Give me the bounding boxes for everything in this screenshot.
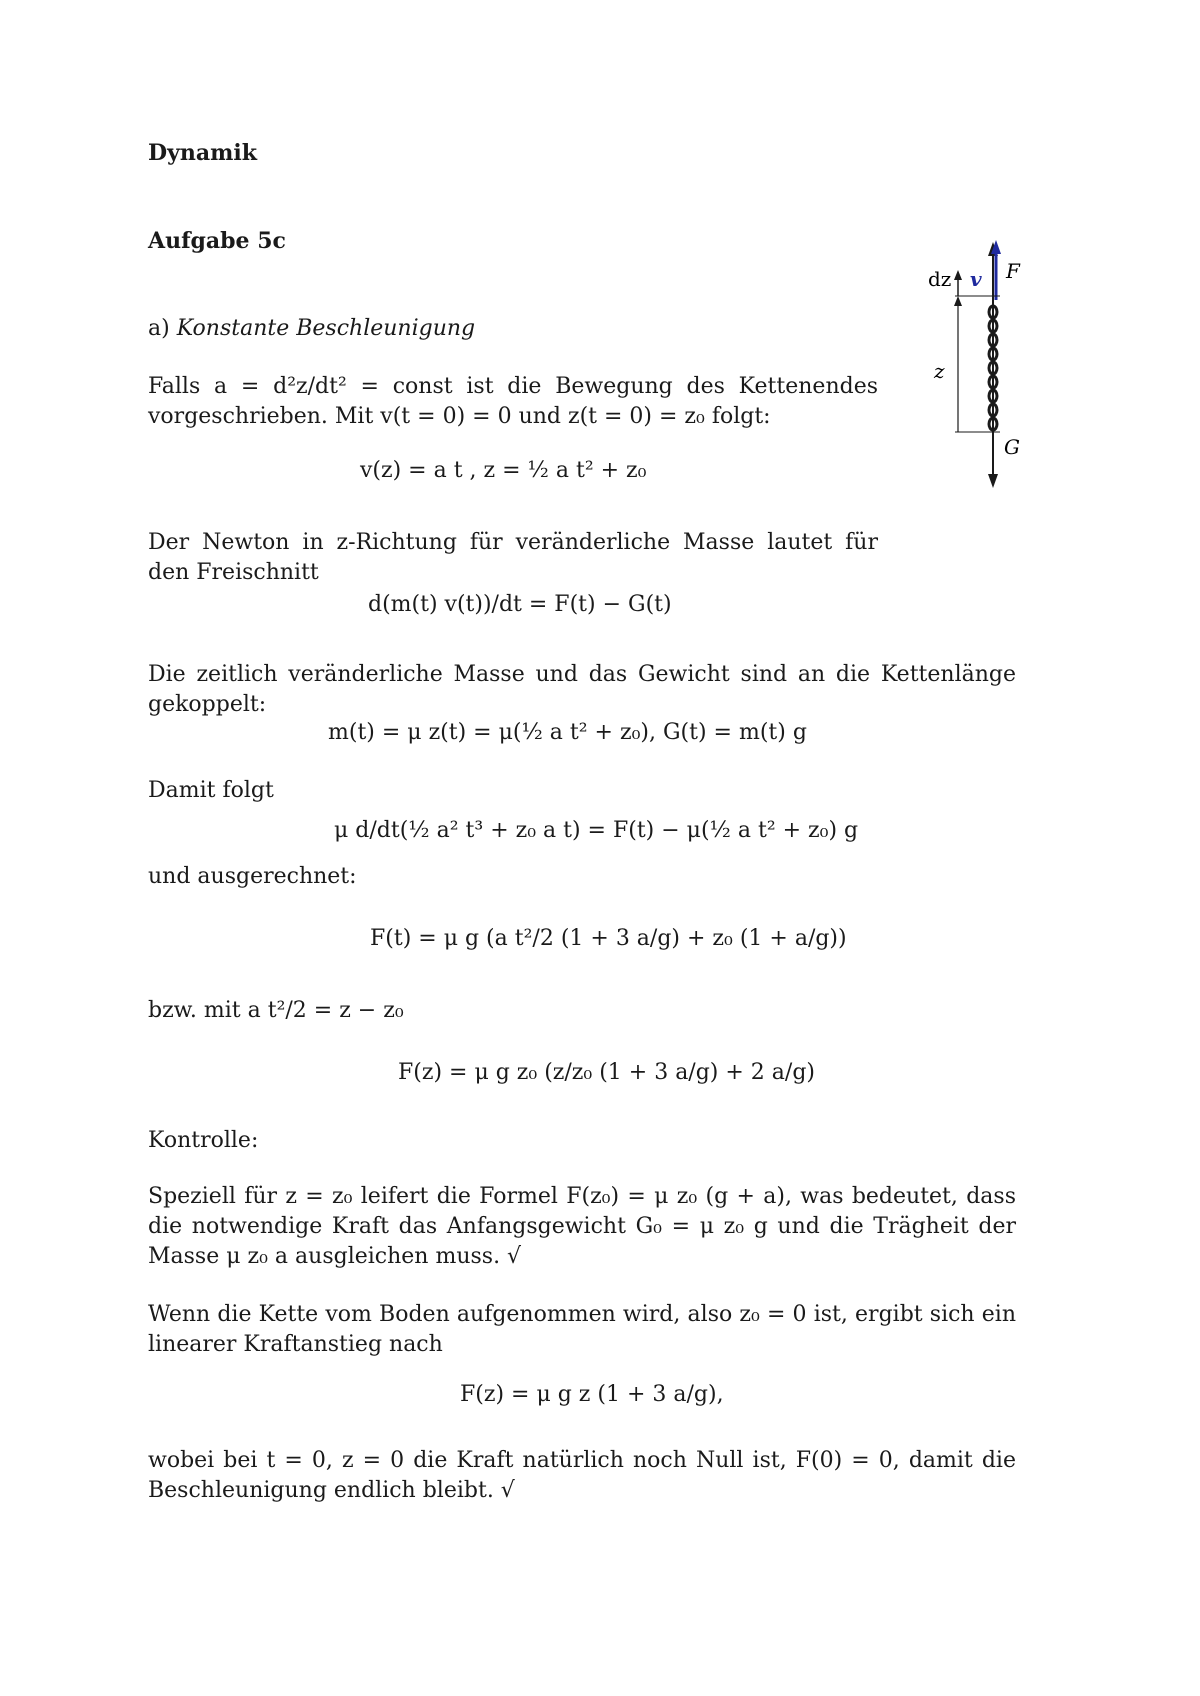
equation-4: μ d/dt(½ a² t³ + z₀ a t) = F(t) − μ(½ a t² + z₀) g (334, 818, 859, 843)
page-heading: Dynamik (148, 140, 257, 166)
paragraph-4: Damit folgt (148, 778, 274, 803)
z-dimension-arrow (954, 296, 962, 432)
paragraph-6: bzw. mit a t²/2 = z − z₀ (148, 998, 404, 1023)
chain-icon (989, 306, 997, 430)
weight-g-arrow (988, 426, 998, 488)
paragraph-5: und ausgerechnet: (148, 864, 357, 889)
part-a-prefix: a) (148, 316, 170, 341)
equation-7: F(z) = μ g z (1 + 3 a/g), (460, 1382, 724, 1407)
equation-6: F(z) = μ g z₀ (z/z₀ (1 + 3 a/g) + 2 a/g) (398, 1060, 815, 1085)
part-a-title: Konstante Beschleunigung (176, 316, 476, 341)
paragraph-2: Der Newton in z-Richtung für veränderliche Masse lautet für den Freischnitt (148, 530, 878, 585)
task-title: Aufgabe 5c (148, 228, 286, 254)
label-v: v (970, 267, 982, 291)
equation-3: m(t) = μ z(t) = μ(½ a t² + z₀), G(t) = m(t) g (328, 720, 807, 745)
label-g: G (1004, 435, 1020, 459)
paragraph-8: Speziell für z = z₀ leifert die Formel F(z₀) = μ z₀ (g + a), was bedeutet, dass die notwendige Kraft das Anfangsgewicht G₀ = μ z₀ g und die Trägheit der Masse μ z₀ a ausgleichen muss. √ (148, 1184, 1016, 1269)
part-a-heading (148, 316, 475, 341)
label-f: F (1006, 259, 1020, 283)
equation-2: d(m(t) v(t))/dt = F(t) − G(t) (368, 592, 672, 617)
paragraph-3: Die zeitlich veränderliche Masse und das Gewicht sind an die Kettenlänge gekoppelt: (148, 662, 1016, 717)
paragraph-10: wobei bei t = 0, z = 0 die Kraft natürlich noch Null ist, F(0) = 0, damit die Beschleunigung endlich bleibt. √ (148, 1448, 1016, 1503)
equation-1: v(z) = a t , z = ½ a t² + z₀ (360, 458, 647, 483)
label-z: z (934, 359, 945, 383)
dz-arrow (954, 270, 962, 296)
chain-figure (920, 236, 1040, 496)
paragraph-9: Wenn die Kette vom Boden aufgenommen wird, also z₀ = 0 ist, ergibt sich ein linearer Kraftanstieg nach (148, 1302, 1016, 1357)
label-dz: dz (928, 267, 952, 291)
paragraph-1: Falls a = d²z/dt² = const ist die Bewegung des Kettenendes vorgeschrieben. Mit v(t = 0) = 0 und z(t = 0) = z₀ folgt: (148, 374, 878, 429)
paragraph-7: Kontrolle: (148, 1128, 259, 1153)
equation-5: F(t) = μ g (a t²/2 (1 + 3 a/g) + z₀ (1 + a/g)) (370, 926, 847, 951)
